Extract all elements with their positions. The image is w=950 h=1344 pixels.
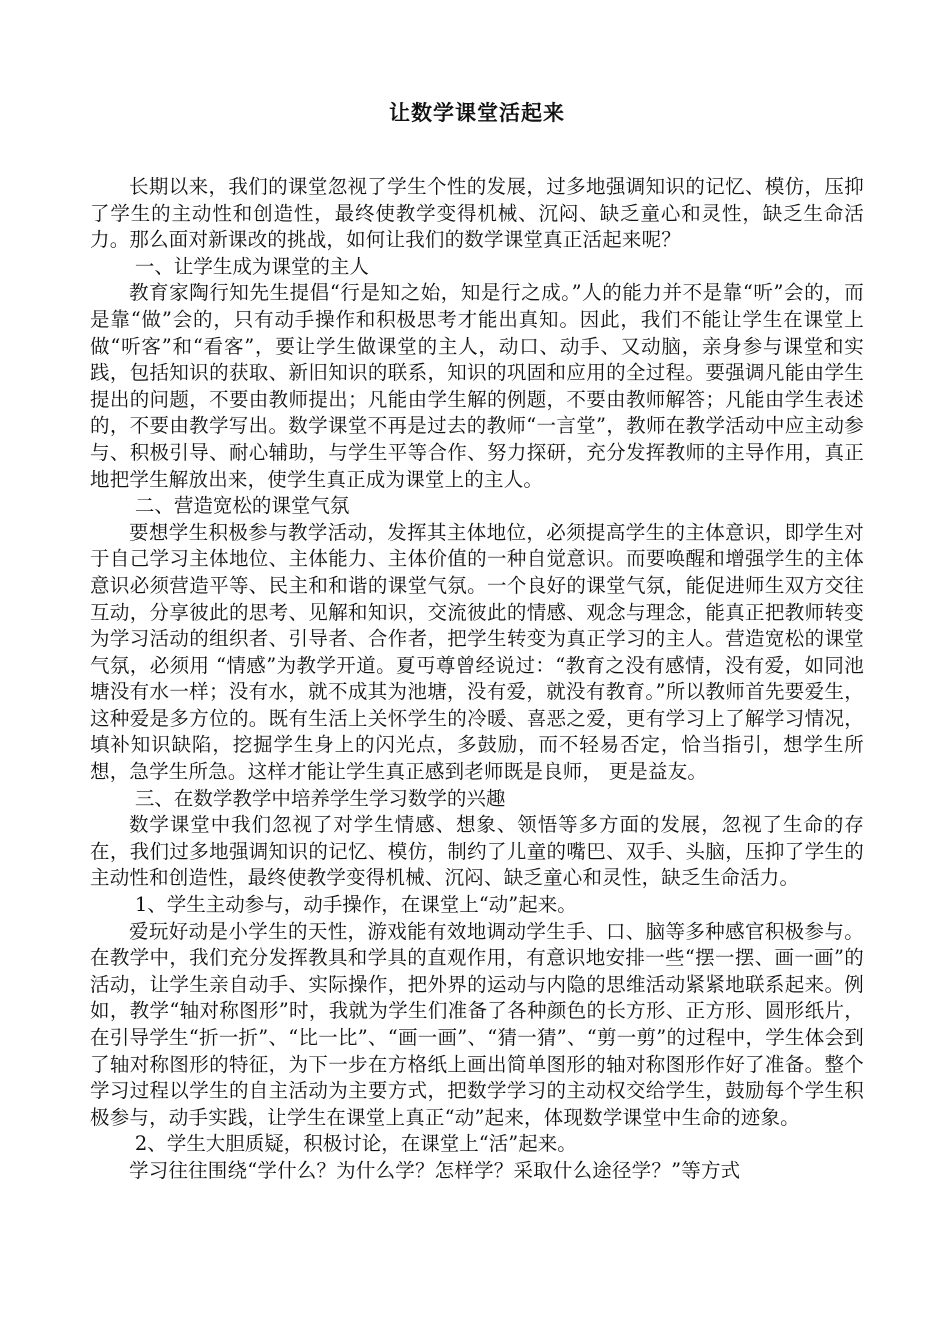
section2-heading: 二、营造宽松的课堂气氛 — [134, 494, 350, 518]
section1-heading: 一、让学生成为课堂的主人 — [134, 254, 369, 278]
section1-paragraph: 教育家陶行知先生提倡“行是知之始，知是行之成。”人的能力并不是靠“听”会的，而是靠“做”会的，只有动手操作和积极思考才能出真知。因此，我们不能让学生在课堂上做“听客”和“看客”，要让学生做课堂的主人，动口、动手、又动脑，亲身参与课堂和实践，包括知识的获取、新旧知识的联系，知识的巩固和应用的全过程。要强调凡能由学生提出的问题，不要由教师提出；凡能由学生解的例题，不要由教师解答；凡能由学生表述的，不要由教学写出。数学课堂不再是过去的教师“一言堂”，教师在教学活动中应主动参与、积极引导、耐心辅助，与学生平等合作、努力探研，充分发挥教师的主导作用，真正地把学生解放出来，使学生真正成为课堂上的主人。 — [90, 281, 864, 491]
section3-paragraph: 数学课堂中我们忽视了对学生情感、想象、领悟等多方面的发展，忽视了生命的存在，我们过多地强调知识的记忆、模仿，制约了儿童的嘴巴、双手、头脑，压抑了学生的主动性和创造性，最终使教学变得机械、沉闷、缺乏童心和灵性，缺乏生命活力。 — [90, 813, 864, 890]
subsection2-heading: 2、学生大胆质疑，积极讨论，在课堂上“活”起来。 — [134, 1132, 577, 1156]
subsection1-heading: 1、学生主动参与，动手操作，在课堂上“动”起来。 — [134, 893, 577, 917]
subsection1-paragraph: 爱玩好动是小学生的天性，游戏能有效地调动学生手、口、脑等多种感官积极参与。在教学中，我们充分发挥教具和学具的直观作用，有意识地安排一些“摆一摆、画一画”的活动，让学生亲自动手、实际操作，把外界的运动与内隐的思维活动紧紧地联系起来。例如，教学“轴对称图形”时，我就为学生们准备了各种颜色的长方形、正方形、圆形纸片，在引导学生“折一折”、“比一比”、“画一画”、“猜一猜”、“剪一剪”的过程中，学生体会到了轴对称图形的特征，为下一步在方格纸上画出简单图形的轴对称图形作好了准备。整个学习过程以学生的自主活动为主要方式，把数学学习的主动权交给学生，鼓励每个学生积极参与，动手实践，让学生在课堂上真正“动”起来，体现数学课堂中生命的迹象。 — [90, 919, 864, 1129]
subsection2-paragraph: 学习往往围绕“学什么？为什么学？怎样学？采取什么途径学？”等方式 — [129, 1158, 741, 1182]
section3-heading: 三、在数学教学中培养学生学习数学的兴趣 — [134, 786, 506, 810]
document-page — [90, 96, 864, 1185]
document-title: 让数学课堂活起来 — [389, 100, 565, 125]
section2-paragraph: 要想学生积极参与教学活动，发挥其主体地位，必须提高学生的主体意识，即学生对于自己学习主体地位、主体能力、主体价值的一种自觉意识。而要唤醒和增强学生的主体意识必须营造平等、民主和和谐的课堂气氛。一个良好的课堂气氛，能促进师生双方交往互动，分享彼此的思考、见解和知识，交流彼此的情感、观念与理念，能真正把教师转变为学习活动的组织者、引导者、合作者，把学生转变为真正学习的主人。营造宽松的课堂气氛，必须用 “情感”为教学开道。夏丏尊曾经说过：“教育之没有感情，没有爱，如同池塘没有水一样；没有水，就不成其为池塘，没有爱，就没有教育。”所以教师首先要爱生，这种爱是多方位的。既有生活上关怀学生的冷暖、喜恶之爱，更有学习上了解学习情况，填补知识缺陷，挖掘学生身上的闪光点，多鼓励，而不轻易否定，恰当指引，想学生所想，急学生所急。这样才能让学生真正感到老师既是良师， 更是益友。 — [90, 520, 864, 784]
intro-paragraph: 长期以来，我们的课堂忽视了学生个性的发展，过多地强调知识的记忆、模仿，压抑了学生的主动性和创造性，最终使教学变得机械、沉闷、缺乏童心和灵性，缺乏生命活力。那么面对新课改的挑战，如何让我们的数学课堂真正活起来呢？ — [90, 175, 864, 252]
